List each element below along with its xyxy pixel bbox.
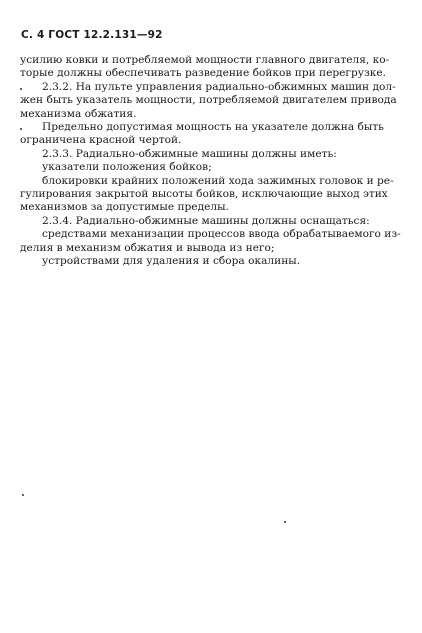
- text-line-3: 2.3.2. На пульте управления радиально-обжимных машин дол-: [42, 80, 396, 93]
- text-line-4: жен быть указатель мощности, потребляемой двигателем привода: [20, 94, 397, 107]
- text-line-11: гулирования закрытой высоты бойков, исключающие выход этих: [20, 188, 388, 201]
- scan-speck: [20, 88, 22, 90]
- text-line-13: 2.3.4. Радиально-обжимные машины должны оснащаться:: [42, 214, 370, 227]
- text-line-16: устройствами для удаления и сбора окалины.: [42, 255, 301, 268]
- text-line-14: средствами механизации процессов ввода обрабатываемого из-: [42, 228, 401, 241]
- text-line-5: механизма обжатия.: [20, 107, 137, 120]
- text-line-9: указатели положения бойков;: [42, 161, 212, 174]
- text-line-8: 2.3.3. Радиально-обжимные машины должны иметь:: [42, 147, 337, 160]
- text-line-2: торые должны обеспечивать разведение бойков при перегрузке.: [20, 67, 387, 80]
- page-header: С. 4 ГОСТ 12.2.131—92: [21, 29, 163, 41]
- scan-speck: [20, 128, 22, 130]
- document-body: [20, 54, 401, 269]
- text-line-12: механизмов за допустимые пределы.: [20, 201, 229, 214]
- text-line-6: Предельно допустимая мощность на указателе должна быть: [42, 121, 384, 134]
- text-line-1: усилию ковки и потребляемой мощности главного двигателя, ко-: [20, 54, 390, 66]
- scan-speck: [22, 494, 24, 496]
- text-line-10: блокировки крайних положений хода зажимных головок и ре-: [42, 174, 394, 187]
- text-line-7: ограничена красной чертой.: [20, 134, 182, 147]
- scan-speck: [284, 521, 286, 523]
- text-line-15: делия в механизм обжатия и вывода из него;: [20, 241, 275, 254]
